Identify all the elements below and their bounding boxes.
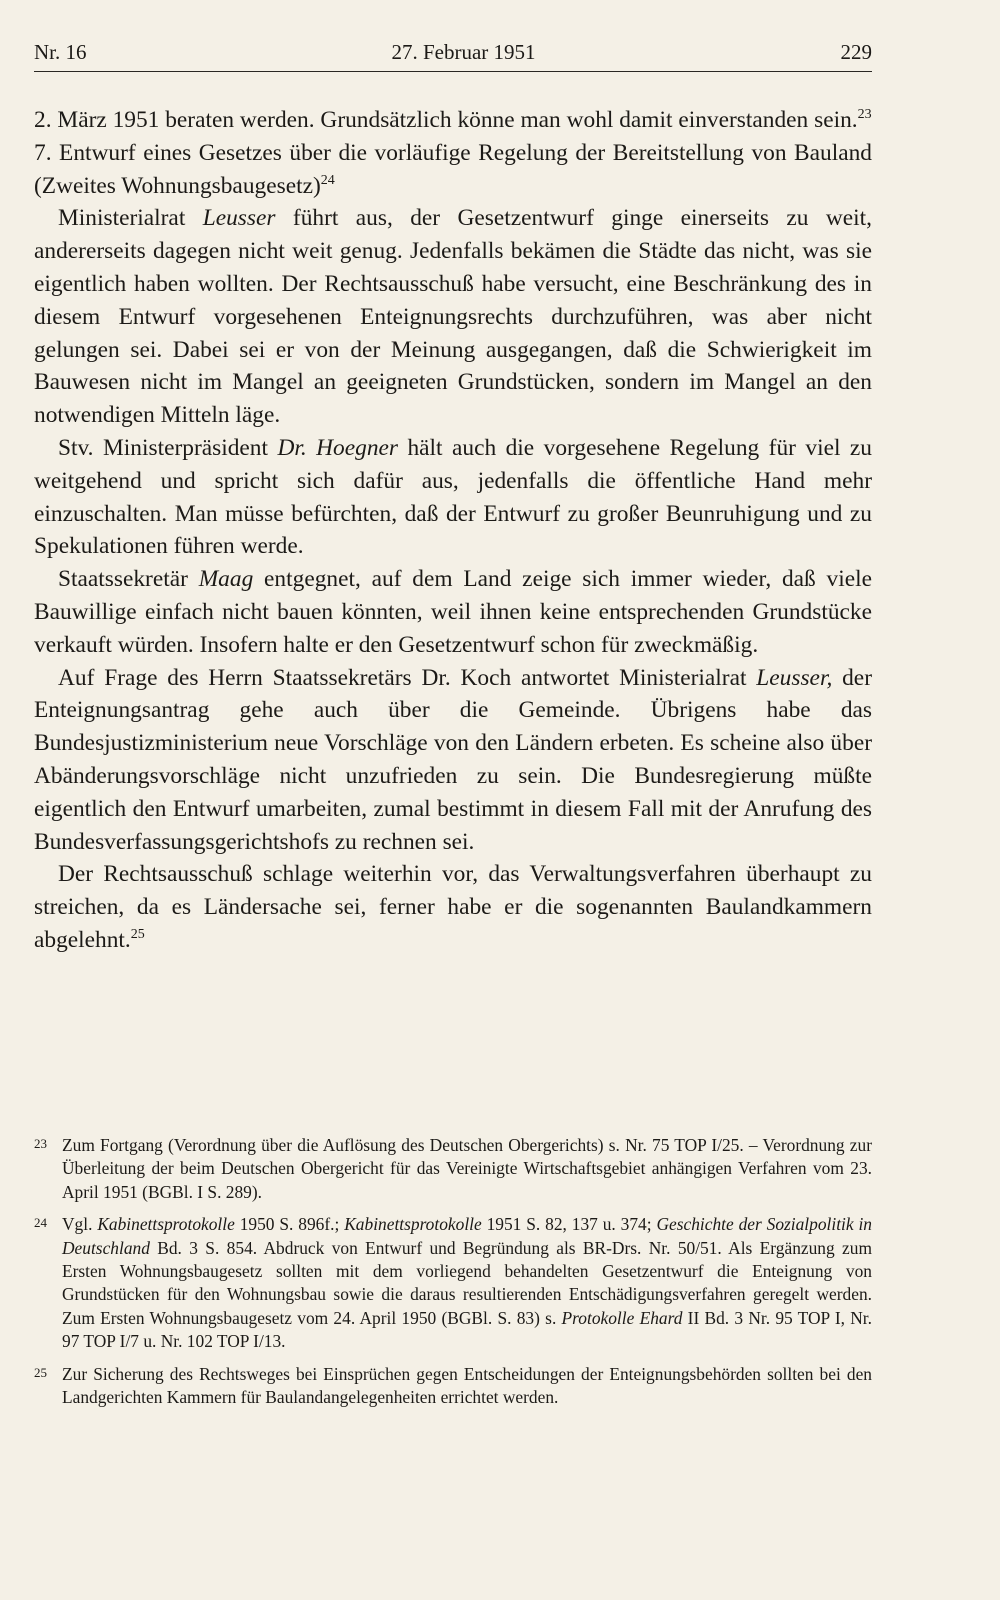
speaker-name: Maag <box>198 566 254 593</box>
footnote-number: 25 <box>34 1364 47 1380</box>
paragraph-hoegner: Stv. Ministerpräsident Dr. Hoegner hält auch die vorgesehene Regelung für viel zu weitgehend und spricht sich dafür aus, jedenfalls die öffentliche Hand mehr einzuschalten. Man müsse befürchten, daß der Entwurf zu großer Beunruhigung und zu Spekulationen führen werde. <box>34 434 872 560</box>
header-date: 27. Februar 1951 <box>391 40 536 64</box>
paragraph-rechtsausschuss: Der Rechtsausschuß schlage weiterhin vor, das Verwaltungsverfahren überhaupt zu streichen, da es Ländersache sei, ferner habe er die sogenannten Baulandkammern abgelehnt.$^{25}$ <box>34 861 872 953</box>
paragraph-1: 2. März 1951 beraten werden. Grundsätzlich könne man wohl damit einverstanden sein.$^{23}$ <box>34 107 872 133</box>
page <box>34 40 872 957</box>
footnote-number: 24 <box>34 1215 47 1231</box>
footnote-ref-23: 23 <box>857 107 872 122</box>
page-number: 229 <box>840 40 872 64</box>
issue-number: Nr. 16 <box>34 40 87 64</box>
footnote-24 <box>34 1213 872 1353</box>
paragraph-maag: Staatssekretär Maag entgegnet, auf dem Land zeige sich immer wieder, daß viele Bauwillige einfach nicht bauen könnten, weil ihnen keine entsprechenden Grundstücke verkauft würden. Insofern halte er den Gesetzentwurf schon für zweckmäßig. <box>34 566 872 658</box>
footnote-number: 23 <box>34 1136 47 1151</box>
paragraph-koch: Auf Frage des Herrn Staatssekretärs Dr. Koch antwortet Ministerialrat Leusser, der Enteignungsantrag gehe auch über die Gemeinde. Übrigens habe das Bundesjustizministerium neue Vorschläge von den Ländern erbeten. Es scheine also über Abänderungsvorschläge nicht unzufrieden zu sein. Die Bundesregierung müßte eigentlich den Entwurf umarbeiten, zumal bestimmt in diesem Fall mit der Anrufung des Bundesverfassungsgerichtshofs zu rechnen sei. <box>34 664 872 855</box>
footnote-text: Zum Fortgang (Verordnung über die Auflösung des Deutschen Obergerichts) s. Nr. 75 TOP I/25. – Verordnung zur Überleitung der beim Deutschen Obergericht für das Vereinigte Wirtschaftsgebiet anhängigen Verfahren vom 23. April 1951 (BGBl. I S. 289). <box>62 1135 872 1202</box>
footnote-ref-25: 25 <box>130 926 145 942</box>
footnotes <box>34 1134 872 1418</box>
footnote-ref-24: 24 <box>320 172 335 188</box>
speaker-name: Leusser, <box>756 664 833 691</box>
paragraph-leusser: Ministerialrat Leusser führt aus, der Gesetzentwurf ginge einerseits zu weit, andererseits dagegen nicht weit genug. Jedenfalls bekämen die Städte das nicht, was sie eigentlich haben wollten. Der Rechtsausschuß habe versucht, eine Beschränkung des in diesem Entwurf vorgesehenen Enteignungsrechts durchzuführen, was aber nicht gelungen sei. Dabei sei er von der Meinung ausgegangen, daß die Schwierigkeit im Bauwesen nicht im Mangel an geeigneten Grundstücken, sondern im Mangel an den notwendigen Mitteln läge. <box>34 205 872 429</box>
footnote-text: Vgl. Kabinettsprotokolle 1950 S. 896f.; Kabinettsprotokolle 1951 S. 82, 137 u. 374; Geschichte der Sozialpolitik in Deutschland Bd. 3 S. 854. Abdruck von Entwurf und Begründung als BR-Drs. Nr. 50/51. Als Ergänzung zum Ersten Wohnungsbaugesetz sollten mit dem vorliegend behandelten Gesetzentwurf die Enteignung von Grundstücken für den Wohnungsbau sowie die daraus resultierenden Entschädigungsverfahren geregelt werden. Zum Ersten Wohnungsbaugesetz vom 24. April 1950 (BGBl. S. 83) s. Protokolle Ehard II Bd. 3 Nr. 95 TOP I, Nr. 97 TOP I/7 u. Nr. 102 TOP I/13. <box>62 1214 872 1352</box>
speaker-name: Dr. Hoegner <box>277 434 399 461</box>
body-text <box>34 104 872 957</box>
footnote-text: Zur Sicherung des Rechtsweges bei Einsprüchen gegen Entscheidungen der Enteignungsbehörden sollten bei den Landgerichten Kammern für Baulandangelegenheiten errichtet werden. <box>62 1363 872 1408</box>
footnote-23 <box>34 1134 872 1204</box>
running-head <box>34 40 872 72</box>
speaker-name: Leusser <box>202 205 276 232</box>
agenda-item-7: 7. Entwurf eines Gesetzes über die vorläufige Regelung der Bereitstellung von Bauland (Zweites Wohnungsbaugesetz)$^{24}$ <box>34 139 872 199</box>
footnote-25 <box>34 1363 872 1410</box>
